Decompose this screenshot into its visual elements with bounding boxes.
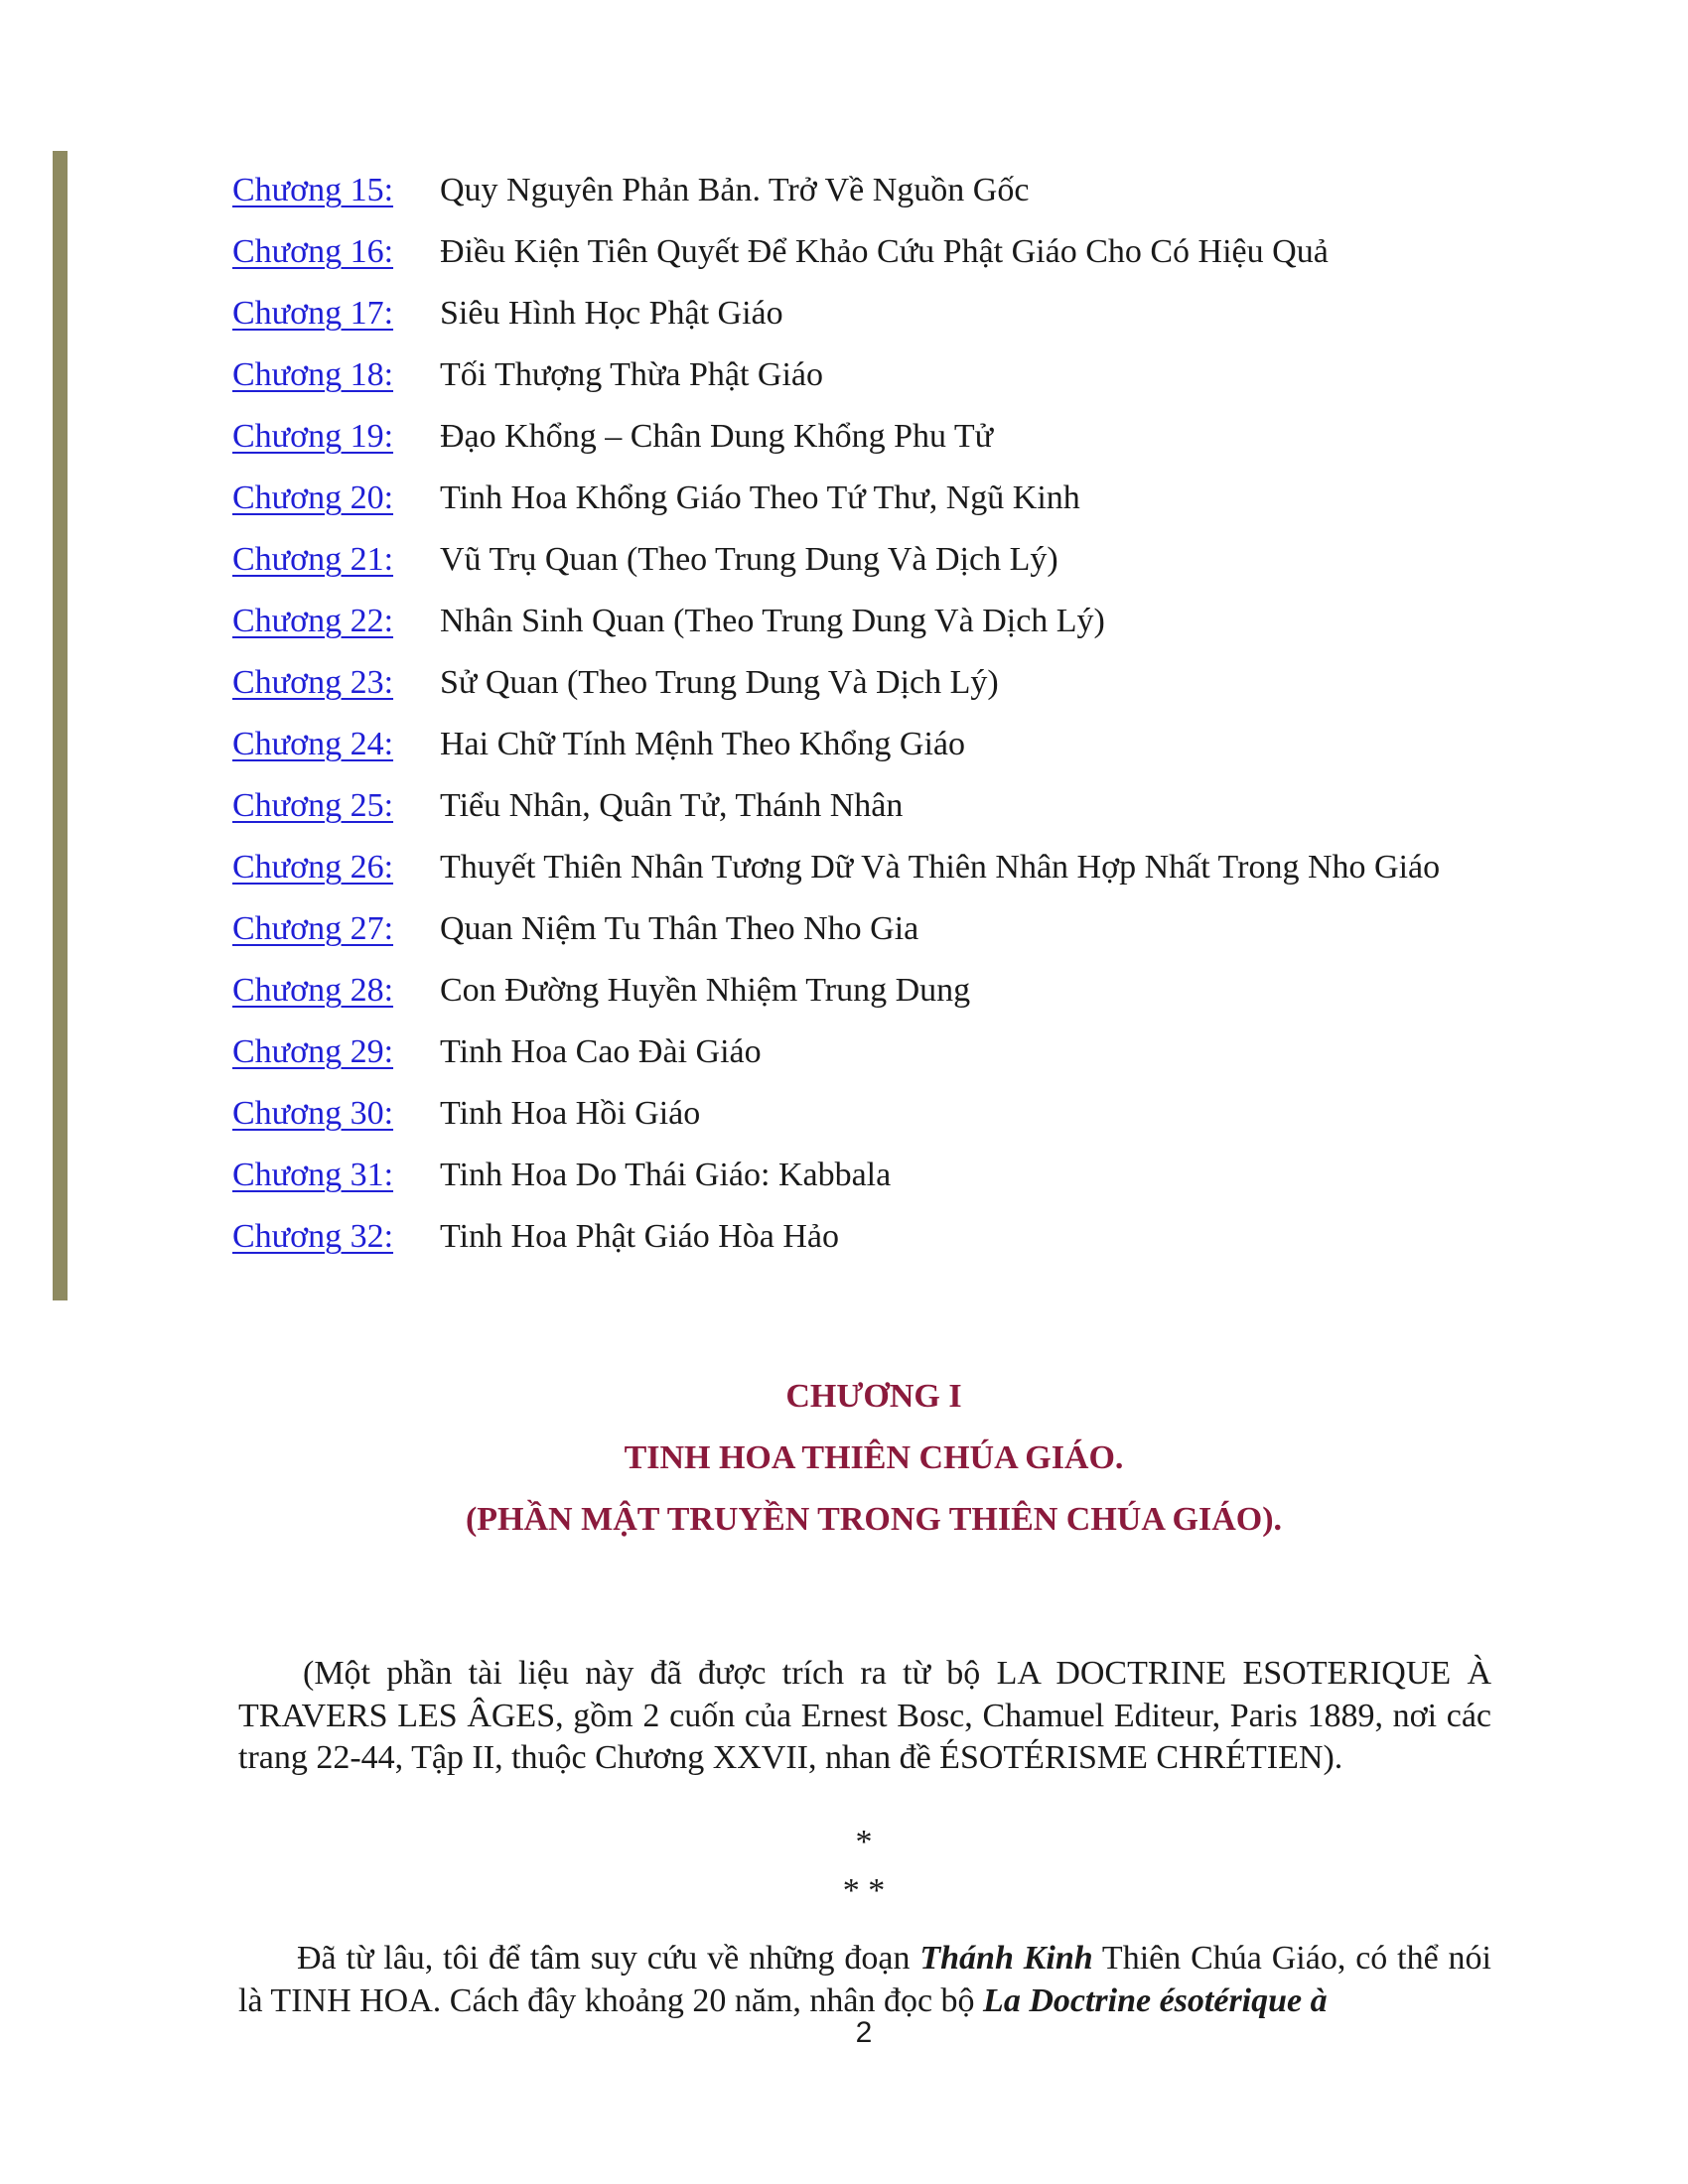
- body-text: Đã từ lâu, tôi để tâm suy cứu về những đoạn: [297, 1940, 920, 1977]
- toc-title: Quy Nguyên Phản Bản. Trở Về Nguồn Gốc: [440, 172, 1030, 208]
- page-number: 2: [855, 2016, 873, 2049]
- toc-title: Tinh Hoa Phật Giáo Hòa Hảo: [440, 1218, 839, 1255]
- toc-link-chapter-28[interactable]: Chương 28:: [232, 972, 394, 1009]
- body-paragraph: [238, 1938, 1491, 2022]
- toc-link-chapter-29[interactable]: Chương 29:: [232, 1033, 394, 1070]
- toc-title: Tiểu Nhân, Quân Tử, Thánh Nhân: [440, 787, 904, 824]
- toc-title: Thuyết Thiên Nhân Tương Dữ Và Thiên Nhân Hợp Nhất Trong Nho Giáo: [440, 849, 1441, 886]
- toc-title: Điều Kiện Tiên Quyết Để Khảo Cứu Phật Giáo Cho Có Hiệu Quả: [440, 233, 1329, 270]
- toc-title: Tinh Hoa Hồi Giáo: [440, 1095, 701, 1132]
- chapter-subtitle-heading: (PHẦN MẬT TRUYỀN TRONG THIÊN CHÚA GIÁO).: [465, 1501, 1283, 1538]
- toc-title: Tinh Hoa Khổng Giáo Theo Tứ Thư, Ngũ Kinh: [440, 479, 1080, 516]
- emphasis-text: La Doctrine ésotérique à: [983, 1981, 1328, 2019]
- toc-link-chapter-15[interactable]: Chương 15:: [232, 172, 394, 208]
- emphasis-text: Thánh Kinh: [919, 1940, 1093, 1977]
- separator-star: *: [855, 1824, 873, 1860]
- toc-title: Vũ Trụ Quan (Theo Trung Dung Và Dịch Lý): [440, 541, 1058, 578]
- toc-title: Quan Niệm Tu Thân Theo Nho Gia: [440, 910, 919, 947]
- toc-link-chapter-24[interactable]: Chương 24:: [232, 726, 394, 762]
- toc-title: Tối Thượng Thừa Phật Giáo: [440, 356, 823, 393]
- toc-link-chapter-20[interactable]: Chương 20:: [232, 479, 394, 516]
- toc-link-chapter-23[interactable]: Chương 23:: [232, 664, 394, 701]
- toc-title: Hai Chữ Tính Mệnh Theo Khổng Giáo: [440, 726, 966, 762]
- toc-link-chapter-31[interactable]: Chương 31:: [232, 1157, 394, 1193]
- toc-link-chapter-32[interactable]: Chương 32:: [232, 1218, 394, 1255]
- chapter-title-heading: TINH HOA THIÊN CHÚA GIÁO.: [624, 1439, 1124, 1476]
- toc-title: Tinh Hoa Do Thái Giáo: Kabbala: [440, 1157, 892, 1193]
- toc-title: Siêu Hình Học Phật Giáo: [440, 295, 783, 332]
- toc-link-chapter-25[interactable]: Chương 25:: [232, 787, 394, 824]
- toc-link-chapter-26[interactable]: Chương 26:: [232, 849, 394, 886]
- toc-link-chapter-19[interactable]: Chương 19:: [232, 418, 394, 455]
- toc-link-chapter-17[interactable]: Chương 17:: [232, 295, 394, 332]
- margin-bar: [53, 151, 68, 1300]
- toc-link-chapter-18[interactable]: Chương 18:: [232, 356, 394, 393]
- toc-title: Đạo Khổng – Chân Dung Khổng Phu Tử: [440, 418, 994, 455]
- chapter-number-heading: CHƯƠNG I: [785, 1378, 962, 1415]
- toc-link-chapter-30[interactable]: Chương 30:: [232, 1095, 394, 1132]
- toc-title: Nhân Sinh Quan (Theo Trung Dung Và Dịch Lý): [440, 603, 1105, 639]
- toc-title: Con Đường Huyền Nhiệm Trung Dung: [440, 972, 971, 1009]
- toc-link-chapter-21[interactable]: Chương 21:: [232, 541, 394, 578]
- separator-stars: * *: [842, 1872, 886, 1909]
- body-text: Thiên Chúa Giáo, có thể nói là TINH HOA. Cách đây khoảng 20 năm, nhân đọc bộ: [238, 1940, 1491, 2019]
- toc-link-chapter-22[interactable]: Chương 22:: [232, 603, 394, 639]
- toc-link-chapter-16[interactable]: Chương 16:: [232, 233, 394, 270]
- toc-title: Sử Quan (Theo Trung Dung Và Dịch Lý): [440, 664, 999, 701]
- toc-title: Tinh Hoa Cao Đài Giáo: [440, 1033, 762, 1070]
- source-note-paragraph: (Một phần tài liệu này đã được trích ra từ bộ LA DOCTRINE ESOTERIQUE À TRAVERS LES ÂGES, gồm 2 cuốn của Ernest Bosc, Chamuel Editeur, Paris 1889, nơi các trang 22-44, Tập II, thuộc Chương XXVII, nhan đề ÉSOTÉRISME CHRÉTIEN).: [238, 1655, 1491, 1776]
- toc-link-chapter-27[interactable]: Chương 27:: [232, 910, 394, 947]
